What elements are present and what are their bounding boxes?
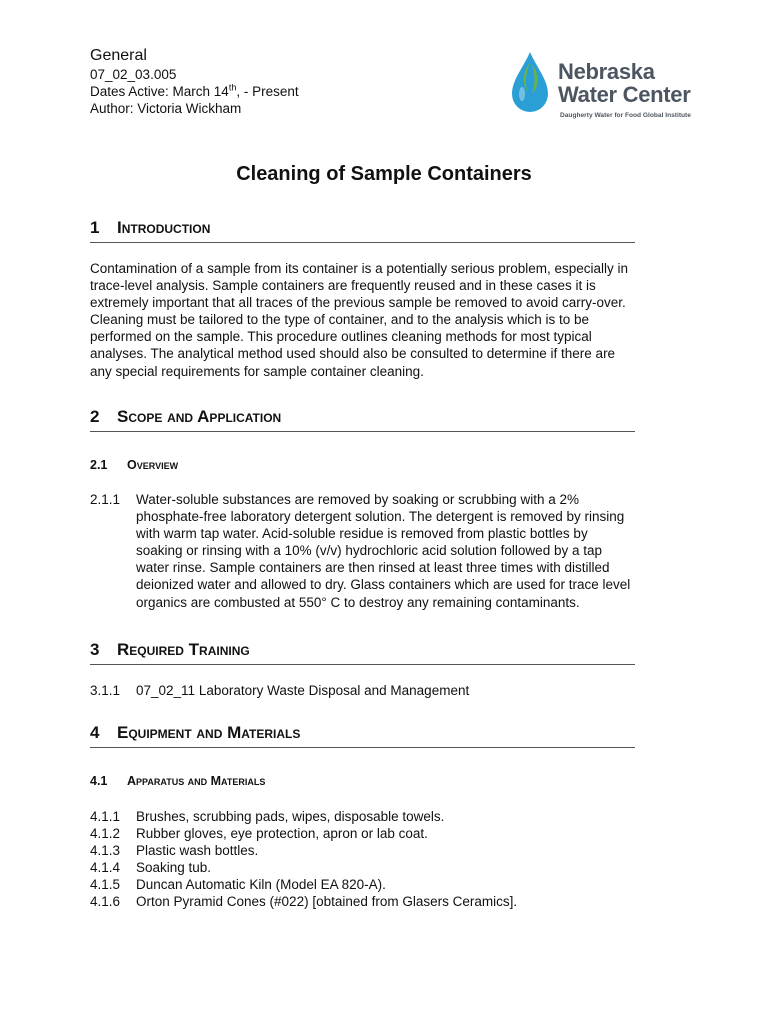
item-number: 2.1.1 [90, 492, 121, 507]
item-text: Plastic wash bottles. [136, 843, 259, 859]
item-text: Soaking tub. [136, 860, 212, 876]
list-item [90, 893, 635, 910]
doc-number: 07_02_03.005 [90, 67, 177, 82]
item-number: 4.1.2 [90, 826, 121, 842]
logo-line2: Water Center [558, 82, 691, 107]
list-item [90, 808, 635, 825]
section-heading-equipment [90, 723, 635, 748]
list-item [90, 859, 635, 876]
item-text: Water-soluble substances are removed by soaking or scrubbing with a 2% phosphate-free laboratory detergent solution. The detergent is removed by rinsing with warm tap water. Acid-soluble residue is removed from plastic bottles by soaking or rinsing with a 10% (v/v) hydrochloric acid solution followed by a tap water rinse. Sample containers are then rinsed at least three times with distilled deionized water and allowed to dry. Glass containers which are used for trace level organics are combusted at 550° C to destroy any remaining contaminants. [136, 492, 631, 610]
section-number: 2 [90, 407, 100, 426]
item-text: Orton Pyramid Cones (#022) [obtained from Glasers Ceramics]. [136, 894, 518, 910]
document-header [90, 46, 299, 117]
apparatus-list [90, 808, 635, 911]
section-title: Introduction [117, 218, 211, 237]
subsection-title: Apparatus and Materials [127, 774, 266, 788]
logo-wordmark [558, 60, 691, 106]
section-number: 4 [90, 723, 100, 742]
section-title: Equipment and Materials [117, 723, 301, 742]
item-number: 4.1.4 [90, 860, 121, 876]
dates-suffix: , - Present [236, 84, 299, 99]
subsection-heading-apparatus [90, 774, 265, 788]
section-title: Scope and Application [117, 407, 282, 426]
item-text: Rubber gloves, eye protection, apron or lab coat. [136, 826, 428, 842]
water-drop-icon [510, 50, 550, 114]
list-item [90, 825, 635, 842]
item-text: Brushes, scrubbing pads, wipes, disposable towels. [136, 809, 445, 824]
item-number: 4.1.6 [90, 894, 121, 910]
dates-ordinal: th [228, 82, 237, 93]
list-item [90, 876, 635, 893]
logo-line1: Nebraska [558, 59, 655, 84]
dates-prefix: Dates Active: March 14 [90, 84, 229, 99]
section-number: 1 [90, 218, 100, 237]
author: Author: Victoria Wickham [90, 101, 242, 116]
subsection-title: Overview [127, 458, 179, 472]
section-heading-required-training [90, 640, 635, 665]
introduction-paragraph: Contamination of a sample from its container is a potentially serious problem, especially in trace-level analysis. Sample containers are frequently reused and in these cases it is extremely important that all traces of the previous sample be removed to avoid carry-over. Cleaning must be tailored to the type of container, and to the analysis which is to be performed on the sample. This procedure outlines cleaning methods for most typical analyses. The analytical method used should also be consulted to determine if there are any special requirements for sample container cleaning. [90, 261, 629, 379]
subsection-heading-overview [90, 458, 178, 472]
item-text: Duncan Automatic Kiln (Model EA 820-A). [136, 877, 386, 893]
nebraska-water-center-logo [510, 50, 710, 130]
document-title: Cleaning of Sample Containers [236, 163, 532, 185]
item-number: 4.1.5 [90, 877, 121, 893]
subsection-number: 4.1 [90, 774, 108, 788]
section-heading-scope [90, 407, 635, 432]
item-number: 4.1.1 [90, 809, 121, 824]
logo-tagline: Daugherty Water for Food Global Institute [560, 112, 691, 119]
section-heading-introduction [90, 218, 635, 243]
subsection-number: 2.1 [90, 458, 108, 472]
item-number: 3.1.1 [90, 683, 121, 698]
list-item [90, 842, 635, 859]
section-title: Required Training [117, 640, 250, 659]
item-number: 4.1.3 [90, 843, 121, 859]
item-text: 07_02_11 Laboratory Waste Disposal and Management [136, 683, 470, 698]
dates-active [90, 83, 299, 100]
section-number: 3 [90, 640, 100, 659]
category-label: General [90, 47, 147, 64]
